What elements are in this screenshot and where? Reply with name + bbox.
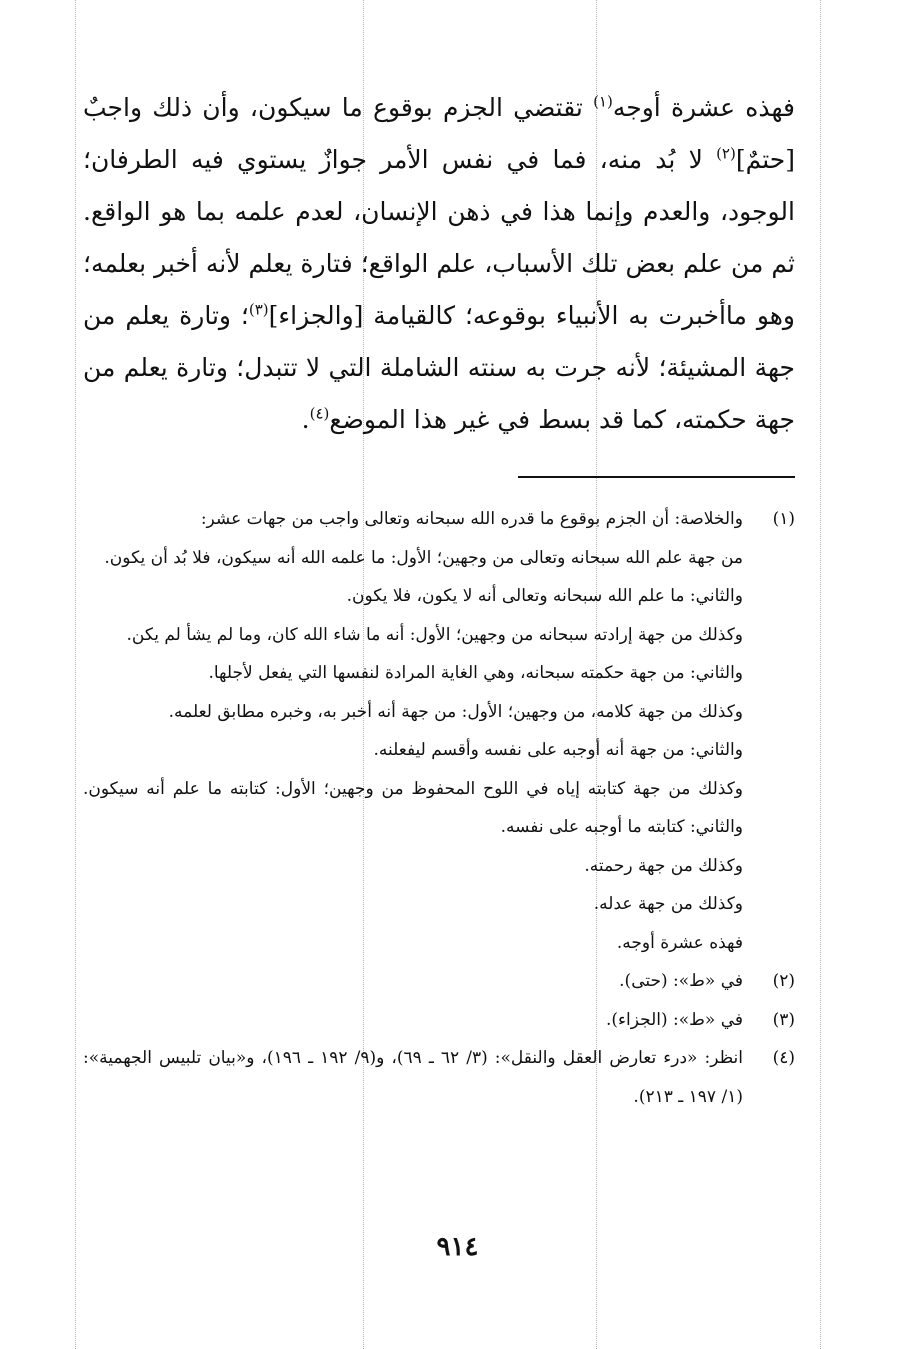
footnote-line: وكذلك من جهة كلامه، من وجهين؛ الأول: من جهة أنه أخبر به، وخبره مطابق لعلمه. [168,701,743,722]
footnote-line: وكذلك من جهة رحمته. [584,855,743,876]
footnote-ref-2[interactable]: (٢) [716,144,736,163]
footnote-line: والخلاصة: أن الجزم بوقوع ما قدره الله سبحانه وتعالى واجب من جهات عشر: [200,509,743,529]
footnote-line: فهذه عشرة أوجه. [616,932,743,953]
main-text-part: ؛ وتارة يعلم من جهة المشيئة؛ لأنه جرت به سنته الشاملة التي لا تتبدل؛ وتارة يعلم من جهة حكمته، كما قد بسط في غير هذا الموضع [83,301,795,434]
main-text-part: لا بُد منه، فما في نفس الأمر جوازٌ يستوي فيه الطرفان؛ الوجود، والعدم وإنما هذا في ذهن الإنسان، لعدم علمه بما هو الواقع. ثم من علم بعض تلك الأسباب، علم الواقع؛ فتارة يعلم لأنه أخبر بعلمه؛ وهو ماأخبرت به الأنبياء بوقوعه؛ كالقيامة [والجزاء] [83,145,796,330]
scan-guide-line [75,0,76,1349]
main-paragraph [83,82,795,446]
footnote-line: وكذلك من جهة إرادته سبحانه من وجهين؛ الأول: أنه ما شاء الله كان، وما لم يشأ لم يكن. [126,624,743,645]
footnotes-section [83,500,795,1116]
main-text-part: تقتضي الجزم بوقوع ما سيكون، وأن ذلك واجبٌ [حتمٌ] [83,93,795,174]
main-text-part: فهذه عشرة أوجه [612,93,795,122]
footnote-ref-4[interactable]: (٤) [309,404,330,423]
footnote-ref-1[interactable]: (١) [593,92,613,111]
footnote-line: والثاني: من جهة أنه أوجبه على نفسه وأقسم ليفعلنه. [373,740,743,760]
footnote-line: من جهة علم الله سبحانه وتعالى من وجهين؛ الأول: ما علمه الله أنه سيكون، فلا بُد أن يكون. [104,547,743,568]
footnote-3 [83,1001,795,1040]
footnote-number: (٤) [772,1048,795,1068]
footnote-number: (٣) [772,1009,795,1030]
main-text-part: . [301,405,310,434]
footnote-1 [83,500,795,962]
page-number: ٩١٤ [436,1232,479,1262]
footnote-4 [83,1039,795,1116]
footnote-number: (١) [772,509,795,529]
footnote-text: في «ط»: (حتى). [619,971,743,991]
footnote-ref-3[interactable]: (٣) [248,300,269,319]
footnote-text: انظر: «درء تعارض العقل والنقل»: (٣/ ٦٢ ـ ٦٩)، و(٩/ ١٩٢ ـ ١٩٦)، و«بيان تلبيس الجهمية»: (١/ ١٩٧ ـ ٢١٣). [83,1048,744,1107]
footnote-separator [518,476,795,478]
footnote-line: وكذلك من جهة عدله. [593,894,743,914]
footnote-line: والثاني: من جهة حكمته سبحانه، وهي الغاية المرادة لنفسها التي يفعل لأجلها. [208,663,743,683]
footnote-line: وكذلك من جهة كتابته إياه في اللوح المحفوظ من وجهين؛ الأول: كتابته ما علم أنه سيكون. والثاني: كتابته ما أوجبه على نفسه. [83,778,743,837]
scan-guide-line [820,0,821,1349]
footnote-number: (٢) [772,971,795,991]
footnote-text: في «ط»: (الجزاء). [606,1009,743,1030]
footnote-2 [83,962,795,1001]
footnote-line: والثاني: ما علم الله سبحانه وتعالى أنه لا يكون، فلا يكون. [346,586,743,606]
